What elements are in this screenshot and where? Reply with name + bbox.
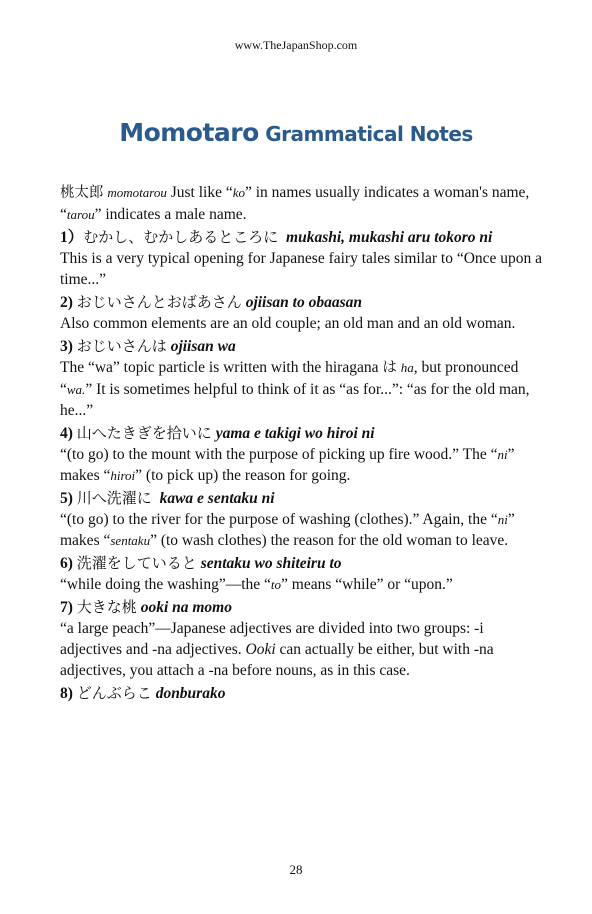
note-num: 1）: [60, 229, 84, 246]
note-body-3: [60, 357, 544, 421]
note-jp: どんぶらこ: [76, 684, 152, 702]
note-romaji: donburako: [155, 685, 226, 702]
note-num: 5): [60, 490, 77, 507]
note-heading-6: [60, 553, 544, 574]
body-italic: to: [270, 577, 282, 592]
note-heading-2: [60, 292, 544, 313]
note-body-2: Also common elements are an old couple; an old man and an old woman.: [60, 315, 516, 332]
body-italic: ha: [400, 360, 414, 375]
note-body-6: [60, 574, 544, 595]
note-jp: 川へ洗濯に: [76, 489, 152, 507]
note-jp: 山へたきぎを拾いに: [76, 424, 212, 442]
body-text: “while doing the washing”—the “: [60, 576, 271, 593]
body-text: “(to go) to the river for the purpose of washing (clothes).” Again, the “: [60, 511, 498, 528]
body-text: The “wa” topic particle is written with the hiragana: [60, 359, 383, 376]
note-jp: むかし、むかしあるところに: [83, 228, 279, 246]
notes-content: [60, 182, 544, 704]
title-part-1: Momotaro: [119, 118, 259, 147]
body-text: ” (to wash clothes) the reason for the old woman to leave.: [150, 532, 509, 549]
body-text: ” means “while” or “upon.”: [281, 576, 453, 593]
note-jp: 洗濯をしていると: [76, 554, 197, 572]
body-italic: wa.: [66, 382, 86, 397]
intro-tarou: tarou: [66, 207, 95, 222]
note-body-4: [60, 444, 544, 486]
intro-text-2: ” in names usually indicates a woman's name, “: [60, 184, 530, 223]
intro-text-3: ” indicates a male name.: [94, 206, 247, 223]
note-romaji: kawa e sentaku ni: [159, 490, 275, 507]
header-url: www.TheJapanShop.com: [234, 38, 358, 52]
note-jp: 大きな桃: [76, 598, 137, 616]
note-num: 4): [60, 425, 77, 442]
note-num: 8): [60, 685, 77, 702]
body-italic: Ooki: [245, 641, 276, 658]
note-num: 3): [60, 338, 77, 355]
body-text: “(to go) to the mount with the purpose of picking up fire wood.” The “: [60, 446, 498, 463]
note-num: 2): [60, 294, 77, 311]
body-italic: ni: [497, 447, 508, 462]
body-text: ” (to pick up) the reason for going.: [135, 467, 351, 484]
note-jp: おじいさんは: [76, 337, 167, 355]
note-num: 6): [60, 555, 77, 572]
note-romaji: ojiisan to obaasan: [245, 294, 362, 311]
note-romaji: sentaku wo shiteiru to: [200, 555, 342, 572]
note-heading-4: [60, 423, 544, 444]
note-body-1: This is a very typical opening for Japanese fairy tales similar to “Once upon a time...”: [60, 250, 543, 288]
body-text: , but pronounced “: [60, 359, 519, 398]
intro-romaji: momotarou: [107, 185, 167, 200]
body-text: “a large peach”—Japanese adjectives are divided into two groups: -i adjectives and -na adjectives.: [60, 620, 484, 658]
intro-ko: ko: [232, 185, 245, 200]
note-body-7: [60, 618, 544, 681]
body-text: can actually be either, but with -na adjectives, you attach a -na before nouns, as in this case.: [60, 641, 494, 679]
note-romaji: mukashi, mukashi aru tokoro ni: [286, 229, 493, 246]
intro-jp: 桃太郎: [60, 185, 104, 201]
note-heading-8: [60, 683, 544, 704]
note-romaji: ojiisan wa: [170, 338, 236, 355]
title-part-2: Grammatical Notes: [258, 122, 473, 146]
intro-text-1: Just like “: [166, 184, 233, 201]
note-heading-5: [60, 488, 544, 509]
body-jp: は: [382, 360, 397, 376]
note-heading-1: [60, 227, 544, 248]
note-heading-7: [60, 597, 544, 618]
note-num: 7): [60, 599, 77, 616]
body-italic: sentaku: [110, 533, 151, 548]
body-text: ” makes “: [60, 511, 515, 549]
note-heading-3: [60, 336, 544, 357]
page-number: 28: [289, 862, 303, 877]
note-romaji: ooki na momo: [140, 599, 232, 616]
intro-paragraph: [60, 182, 544, 225]
note-jp: おじいさんとおばあさん: [76, 293, 242, 311]
note-body-5: [60, 509, 544, 551]
note-romaji: yama e takigi wo hiroi ni: [215, 425, 375, 442]
body-italic: ni: [497, 512, 508, 527]
body-text: ” It is sometimes helpful to think of it as “as for...”: “as for the old man, he...”: [60, 381, 530, 419]
page-title: [0, 118, 592, 147]
body-text: ” makes “: [60, 446, 515, 484]
body-italic: hiroi: [110, 468, 136, 483]
